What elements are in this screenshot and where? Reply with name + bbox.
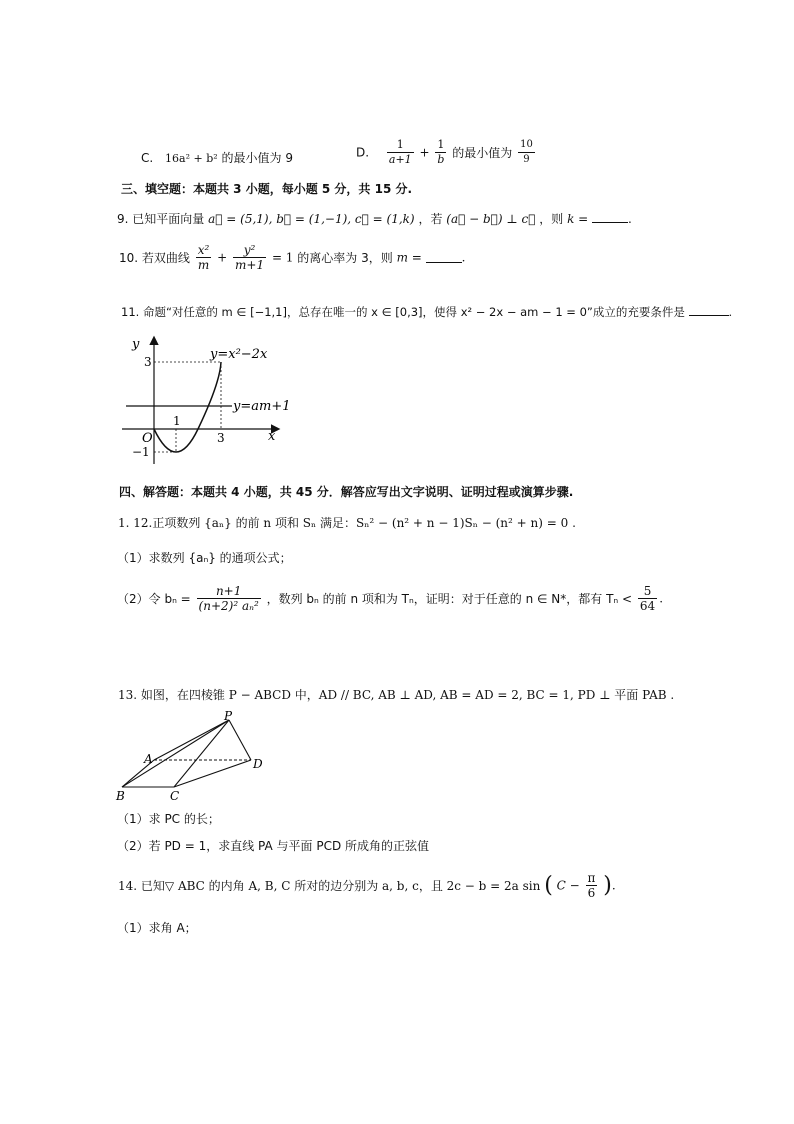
q10-plus: + bbox=[217, 250, 228, 265]
tick-3-label: 3 bbox=[217, 431, 225, 445]
option-c-expr: 16a² + b² bbox=[165, 152, 218, 165]
y-tick-3-label: 3 bbox=[144, 355, 152, 369]
q10-answer-blank[interactable] bbox=[426, 252, 462, 263]
vertex-P: P bbox=[224, 710, 233, 723]
q9-k: k = bbox=[567, 212, 589, 226]
q12-bn-frac: $\frac{n+1}{\text{(n+2)² aₙ²}}$ bbox=[198, 584, 259, 613]
tick-1-label: 1 bbox=[173, 414, 181, 428]
question-13-stem: 13. 如图，在四棱锥 P − ABCD 中，AD // BC, AB ⊥ AD, AB = AD = 2, BC = 1, PD ⊥ 平面 PAB . bbox=[118, 688, 675, 702]
option-d-label: D. bbox=[356, 145, 370, 160]
question-10 bbox=[119, 243, 465, 272]
q9-text-a: 9. 已知平面向量 bbox=[117, 212, 205, 226]
edge-PD bbox=[229, 720, 251, 760]
q10-eq: = 1 bbox=[271, 250, 294, 265]
vertex-A: A bbox=[144, 752, 153, 766]
q9-text-c: ，若 bbox=[418, 212, 443, 226]
question-14-stem bbox=[118, 871, 616, 900]
vertex-D: D bbox=[253, 757, 263, 771]
y-axis-label: y bbox=[132, 337, 140, 352]
option-d-text: 的最小值为 bbox=[452, 146, 513, 160]
q14-pi-frac: $\frac{\pi}{6}$ bbox=[587, 871, 596, 900]
q14-tail: . bbox=[611, 878, 616, 893]
q14-stem-text: 14. 已知▽ ABC 的内角 A, B, C 所对的边分别为 a, b, c，且 2c − b = 2a sin bbox=[118, 879, 541, 893]
q11-graph bbox=[118, 332, 298, 472]
q9-answer-blank[interactable] bbox=[592, 212, 628, 223]
q9-condition: (a⃗ − b⃗) ⊥ c⃗ bbox=[446, 212, 536, 226]
edge-PB bbox=[122, 720, 229, 787]
q12-p2-tail: . bbox=[659, 591, 664, 606]
q11-answer-blank[interactable] bbox=[689, 305, 729, 316]
q10-text-a: 10. 若双曲线 bbox=[119, 251, 190, 265]
q11-text: 11. 命题“对任意的 m ∈ [−1,1]，总存在唯一的 x ∈ [0,3]，使得 x² − 2x − am − 1 = 0”成立的充要条件是 bbox=[121, 305, 685, 319]
q9-tail: . bbox=[628, 212, 632, 226]
option-d-answer-frac: $\frac{10}{9}$ bbox=[520, 139, 533, 165]
q8-option-d bbox=[356, 138, 537, 167]
q11-tail: . bbox=[728, 305, 733, 319]
q10-text-b: 的离心率为 3，则 bbox=[297, 251, 393, 265]
option-c-text: 的最小值为 9 bbox=[221, 151, 293, 165]
parabola-curve bbox=[154, 362, 221, 452]
question-12-part-1: （1）求数列 {aₙ} 的通项公式； bbox=[117, 551, 292, 565]
line-label: y=am+1 bbox=[233, 399, 291, 414]
edge-PA bbox=[154, 720, 229, 760]
question-12-part-2 bbox=[117, 584, 663, 613]
question-11 bbox=[121, 304, 732, 320]
pyramid-figure bbox=[114, 710, 274, 802]
section-4-heading: 四、解答题：本题共 4 小题，共 45 分．解答应写出文字说明、证明过程或演算步骤. bbox=[119, 485, 574, 499]
option-d-frac-b: $\frac{1}{b}$ bbox=[437, 138, 445, 166]
question-13-part-2: （2）若 PD = 1，求直线 PA 与平面 PCD 所成角的正弦值 bbox=[117, 839, 430, 853]
q12-p2-text-a: （2）令 bₙ = bbox=[117, 592, 191, 606]
option-c-label: C. bbox=[141, 151, 154, 165]
origin-label: O bbox=[142, 431, 153, 446]
q10-frac-x: $\frac{\text{x²}}{m}$ bbox=[197, 243, 210, 272]
q14-paren-open: ( bbox=[544, 873, 553, 898]
q9-text-e: ，则 bbox=[539, 212, 564, 226]
vertex-B: B bbox=[116, 789, 125, 802]
y-tick-neg1-label: −1 bbox=[132, 445, 150, 459]
q10-frac-y: $\frac{\text{y²}}{m+1}$ bbox=[235, 243, 265, 272]
q14-paren-close: ) bbox=[603, 873, 612, 898]
question-14-part-1: （1）求角 A； bbox=[117, 921, 197, 935]
q8-option-c bbox=[141, 149, 293, 166]
question-12-stem: 1. 12.正项数列 {aₙ} 的前 n 项和 Sₙ 满足：Sₙ² − (n² + n − 1)Sₙ − (n² + n) = 0 . bbox=[118, 516, 576, 530]
section-3-heading: 三、填空题：本题共 3 小题，每小题 5 分，共 15 分. bbox=[121, 182, 413, 196]
q12-p2-text-b: ，数列 bₙ 的前 n 项和为 Tₙ，证明：对于任意的 n ∈ N*，都有 Tₙ < bbox=[266, 592, 633, 606]
q10-tail: . bbox=[461, 250, 466, 265]
curve-label: y=x²−2x bbox=[210, 347, 268, 362]
vertex-C: C bbox=[170, 789, 180, 802]
question-13-part-1: （1）求 PC 的长； bbox=[117, 812, 220, 826]
q12-bound-frac: $\frac{5}{64}$ bbox=[639, 584, 656, 613]
q9-vectors: a⃗ = (5,1), b⃗ = (1,−1), c⃗ = (1,k) bbox=[208, 212, 415, 226]
question-9 bbox=[117, 210, 632, 227]
option-d-frac-a: $\frac{1}{a+1}$ bbox=[388, 138, 412, 166]
q10-m: m = bbox=[396, 250, 422, 265]
plus-sign: + bbox=[419, 145, 430, 160]
x-axis-label: x bbox=[268, 429, 276, 444]
q14-c-minus: C − bbox=[556, 878, 580, 893]
